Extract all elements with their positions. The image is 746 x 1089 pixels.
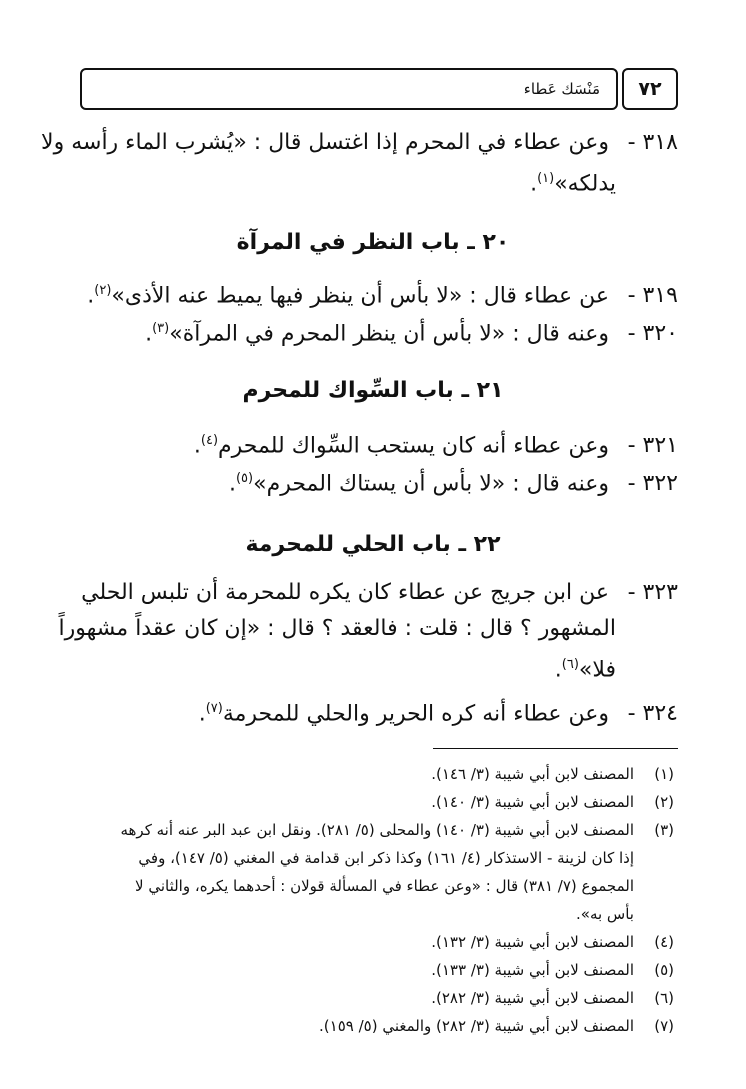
footnote-3-cont-2: المجموع (٧/ ٣٨١) قال : «وعن عطاء في المسألة قولان : أحدهما يكره، والثاني لا bbox=[135, 877, 634, 895]
full-stop: . bbox=[198, 701, 206, 727]
footnote-3-cont-3: بأس به». bbox=[576, 905, 634, 923]
entry-324 bbox=[72, 692, 678, 731]
footnote-number: (٧) bbox=[654, 1017, 674, 1035]
entry-text: وعن عطاء أنه كان يستحب السِّواك للمحرم bbox=[218, 433, 609, 459]
footnote-ref[interactable]: (٧) bbox=[205, 701, 223, 716]
footnote-ref[interactable]: (٤) bbox=[200, 433, 219, 448]
footnote-text: المصنف لابن أبي شيبة (٣/ ١٤٠). bbox=[431, 793, 634, 811]
full-stop: . bbox=[87, 283, 95, 309]
footnote-ref[interactable]: (٥) bbox=[235, 471, 254, 486]
footnote-6 bbox=[72, 984, 674, 1012]
footnote-text: المصنف لابن أبي شيبة (٣/ ١٤٠) والمحلى (٥/ ٢٨١). ونقل ابن عبد البر عنه أنه كرهه bbox=[120, 821, 634, 839]
full-stop: . bbox=[530, 171, 538, 197]
footnote-text: المصنف لابن أبي شيبة (٣/ ١٤٦). bbox=[431, 765, 634, 783]
entry-text: المشهور ؟ قال : قلت : فالعقد ؟ قال : «إن كان عقداً مشهوراً bbox=[58, 616, 616, 641]
chapter-heading-21: ٢١ ـ باب السِّواك للمحرم bbox=[242, 378, 504, 403]
footnote-7 bbox=[72, 1012, 674, 1040]
entry-text: عن ابن جريج عن عطاء كان يكره للمحرمة أن تلبس الحلي bbox=[81, 580, 609, 605]
footnote-1 bbox=[72, 760, 674, 788]
footnote-3 bbox=[72, 816, 674, 844]
footnote-number: (٤) bbox=[654, 933, 674, 951]
entry-number: ٣٢٤ - bbox=[627, 701, 678, 727]
footnote-ref[interactable]: (١) bbox=[537, 171, 555, 186]
footnote-text: المصنف لابن أبي شيبة (٣/ ٢٨٢). bbox=[431, 989, 634, 1007]
footnote-text: المصنف لابن أبي شيبة (٣/ ١٣٣). bbox=[431, 961, 634, 979]
chapter-heading-22: ٢٢ ـ باب الحلي للمحرمة bbox=[245, 532, 501, 557]
footnote-2 bbox=[72, 788, 674, 816]
entry-text: وعن عطاء في المحرم إذا اغتسل قال : «يُشرب الماء رأسه ولا bbox=[41, 130, 609, 155]
entry-text: وعن عطاء أنه كره الحرير والحلي للمحرمة bbox=[222, 701, 609, 727]
entry-318-line-1 bbox=[41, 126, 678, 160]
full-stop: . bbox=[145, 321, 153, 347]
entry-number: ٣١٨ - bbox=[627, 130, 678, 155]
entry-text: عن عطاء قال : «لا بأس أن ينظر فيها يميط عنه الأذى» bbox=[111, 283, 609, 309]
footnote-5 bbox=[72, 956, 674, 984]
entry-322 bbox=[72, 462, 678, 501]
entry-text: فلا» bbox=[578, 657, 616, 683]
footnote-text: المصنف لابن أبي شيبة (٣/ ١٣٢). bbox=[431, 933, 634, 951]
entry-number: ٣٢٢ - bbox=[627, 471, 678, 497]
entry-318-line-2 bbox=[72, 162, 616, 201]
page-number: ٧٢ bbox=[622, 68, 678, 110]
footnote-number: (٥) bbox=[654, 961, 674, 979]
entry-number: ٣٢٠ - bbox=[627, 321, 678, 347]
entry-320 bbox=[72, 312, 678, 351]
footnote-separator bbox=[433, 748, 678, 749]
footnote-ref[interactable]: (٣) bbox=[152, 321, 170, 336]
entry-text: وعنه قال : «لا بأس أن يستاك المحرم» bbox=[253, 471, 609, 497]
full-stop: . bbox=[554, 657, 562, 683]
entry-number: ٣١٩ - bbox=[627, 283, 678, 309]
footnote-ref[interactable]: (٢) bbox=[94, 283, 112, 298]
running-header bbox=[80, 68, 678, 108]
footnote-text: المصنف لابن أبي شيبة (٣/ ٢٨٢) والمغني (٥/ ١٥٩). bbox=[319, 1017, 634, 1035]
entry-319 bbox=[72, 274, 678, 313]
entry-text: يدلكه» bbox=[554, 171, 616, 197]
full-stop: . bbox=[193, 433, 201, 459]
full-stop: . bbox=[228, 471, 236, 497]
footnote-3-cont-1: إذا كان لزينة - الاستذكار (٤/ ١٦١) وكذا ذكر ابن قدامة في المغني (٥/ ١٤٧)، وفي bbox=[138, 849, 634, 867]
footnote-number: (١) bbox=[654, 765, 674, 783]
entry-number: ٣٢١ - bbox=[627, 433, 678, 459]
entry-text: وعنه قال : «لا بأس أن ينظر المحرم في المرآة» bbox=[169, 321, 609, 347]
footnote-ref[interactable]: (٦) bbox=[561, 657, 579, 672]
chapter-heading-20: ٢٠ ـ باب النظر في المرآة bbox=[236, 230, 510, 255]
running-title: مَنْسَك عَطاء bbox=[523, 80, 600, 98]
entry-number: ٣٢٣ - bbox=[627, 580, 678, 605]
entry-323-line-3 bbox=[72, 648, 616, 687]
footnote-4 bbox=[72, 928, 674, 956]
footnote-number: (٢) bbox=[654, 793, 674, 811]
running-title-box bbox=[80, 68, 618, 110]
entry-323-line-2 bbox=[58, 612, 616, 646]
entry-323-line-1 bbox=[72, 576, 678, 610]
footnote-number: (٦) bbox=[654, 989, 674, 1007]
footnote-number: (٣) bbox=[654, 821, 674, 839]
entry-321 bbox=[72, 424, 678, 463]
